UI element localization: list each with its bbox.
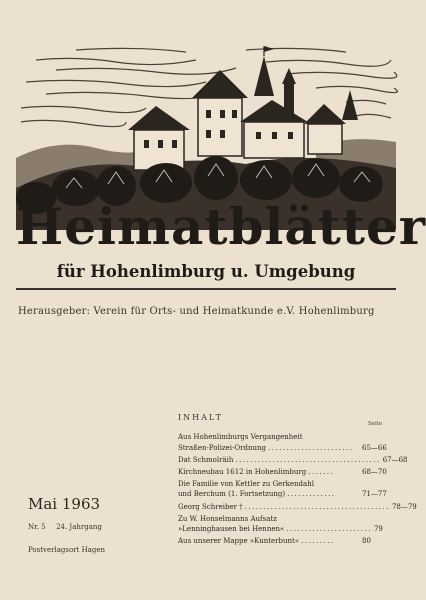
postal-notice: Postverlagsort Hagen [28, 546, 105, 554]
toc-entry-title: Zu W. Honselmanns Aufsatz [178, 514, 277, 523]
toc-entry: Kirchneubau 1612 in Hohenlimburg ....... 68—70 [178, 467, 392, 478]
toc-page-column-label: Seite [368, 421, 383, 427]
issue-volume: 24. Jahrgang [56, 523, 102, 531]
toc-entry-pages: 71—77 [362, 490, 387, 499]
toc-entry-pages: 67—68 [382, 455, 408, 464]
publisher-line: Herausgeber: Verein für Orts- und Heimatkunde e.V. Hohenlimburg [18, 306, 375, 317]
toc-entry-title: Straßen-Polizei-Ordnung [178, 443, 266, 452]
toc-entry: Aus unserer Mappe »Kunterbunt« ......... 80 [178, 536, 392, 547]
toc-entry-pages: 80 [362, 537, 371, 546]
toc-entry-title: »Lenninghausen bei Hennen« [178, 525, 285, 534]
toc-entry-pages: 78—79 [391, 502, 417, 511]
toc-heading: INHALT [178, 413, 223, 422]
toc-entry: Die Familie von Kettler zu Gerkendahl und Berchum (1. Fortsetzung) ............. 71—77 [178, 479, 392, 500]
toc-entry-title: Kirchneubau 1612 in Hohenlimburg [178, 467, 307, 476]
toc-entry-pages: 68—70 [362, 467, 387, 476]
issue-date: Mai 1963 [28, 495, 101, 513]
toc-entry-title: und Berchum (1. Fortsetzung) [178, 490, 286, 499]
masthead-title: Heimatblätter [16, 197, 426, 256]
toc-entry-title: Dat Schmolräih [178, 455, 234, 464]
toc-entry: Dat Schmolräih ....................................... 67—68 [178, 455, 392, 466]
masthead-divider [16, 288, 396, 290]
issue-meta [28, 523, 102, 531]
toc-entry-title: Aus Hohenlimburgs Vergangenheit [178, 433, 303, 441]
toc-entry-title: Aus unserer Mappe »Kunterbunt« [178, 537, 300, 546]
issue-number: Nr. 5 [28, 523, 46, 531]
toc-entry: Aus Hohenlimburgs Vergangenheit Straßen-Polizei-Ordnung ....................... 65—66 [178, 432, 392, 453]
toc-entry-pages: 79 [373, 525, 383, 534]
toc-entry: Georg Schreiber † ....................................... 78—79 [178, 502, 392, 513]
table-of-contents [178, 432, 417, 547]
masthead-subtitle: für Hohenlimburg u. Umgebung [56, 262, 356, 281]
toc-entry-title: Die Familie von Kettler zu Gerkendahl [178, 479, 314, 488]
toc-entry: Zu W. Honselmanns Aufsatz »Lenninghausen bei Hennen« ....................... 79 [178, 514, 392, 535]
toc-entry-pages: 65—66 [362, 443, 387, 452]
toc-entry-title: Georg Schreiber † [178, 502, 243, 511]
